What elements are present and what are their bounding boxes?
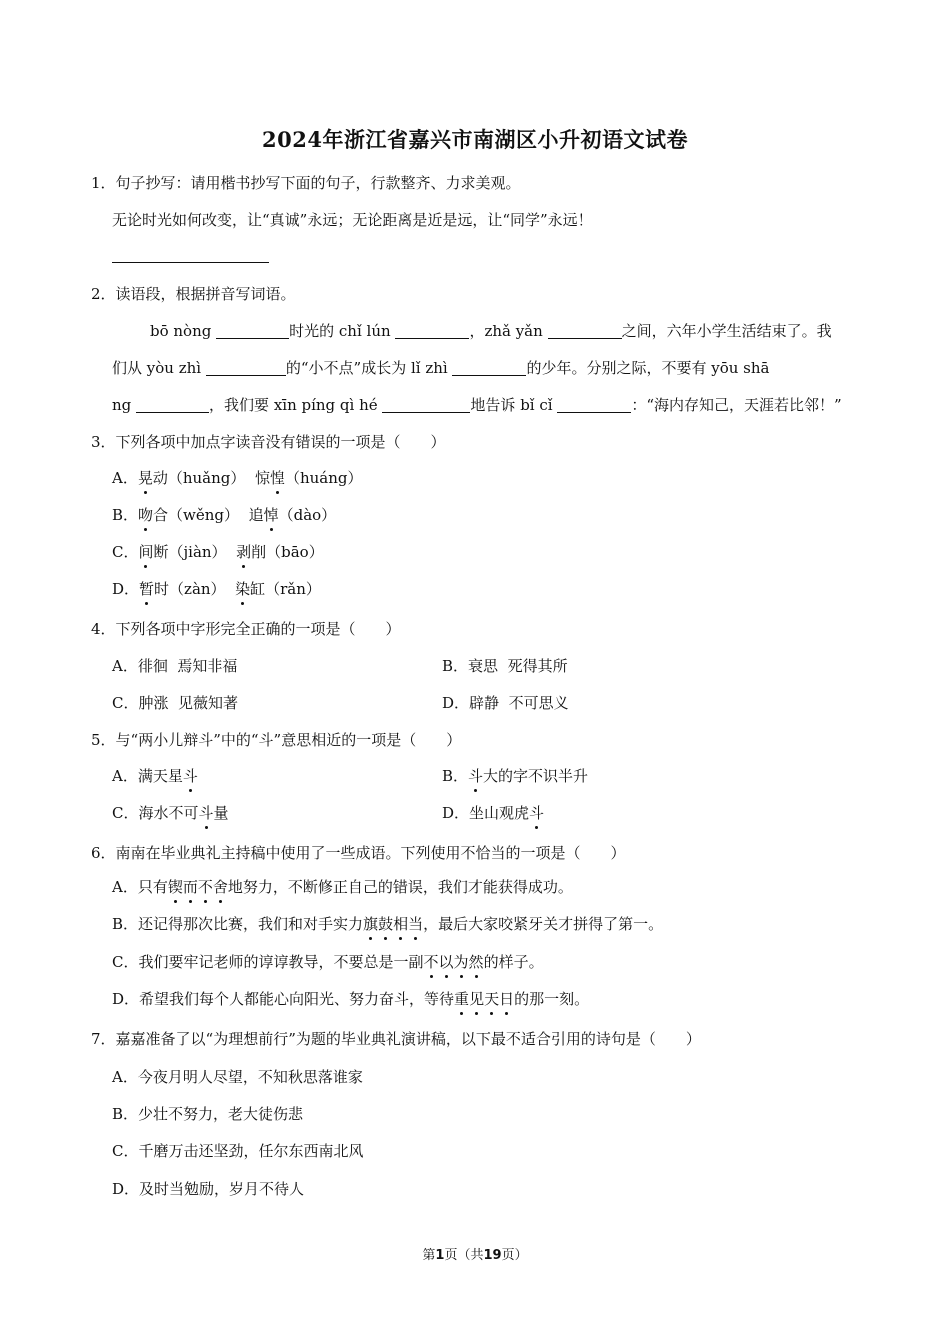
option-text: 动（huǎng） [152,469,246,487]
option-a[interactable] [112,1066,363,1088]
dotted-char: 日 [499,990,515,1008]
option-b[interactable] [442,655,568,677]
option-label: B． [442,657,469,675]
footer-text: 页） [501,1248,528,1263]
dotted-char: 晃 [137,469,153,487]
option-c[interactable] [112,541,324,563]
option-a[interactable] [112,876,573,898]
passage-segment: 时光的 chǐ lún [289,322,391,340]
dotted-char: 间 [138,543,154,561]
question-number: 3． [91,433,116,451]
dotted-char: 悼 [263,506,279,524]
option-label: A． [112,1068,138,1086]
option-b[interactable] [112,504,336,526]
passage-segment: 的“小不点”成长为 lǐ zhì [285,359,448,377]
dotted-char: 吻 [138,506,154,524]
question-1 [91,172,521,194]
fill-blank[interactable] [548,322,622,339]
option-label: C． [112,543,139,561]
option-label: D． [112,580,140,598]
passage-segment: 地告诉 bǐ cǐ [470,396,553,414]
dotted-char: 斗 [198,804,214,822]
option-a[interactable] [112,655,237,677]
option-text: 的样子。 [483,953,544,971]
option-text: 少壮不努力，老大徒伤悲 [138,1105,304,1123]
option-text: 满天星 [137,767,183,785]
option-text: 削（bāo） [251,543,324,561]
option-text: 的那一刻。 [514,990,590,1008]
dotted-char: 斗 [468,767,484,785]
option-label: A． [112,767,138,785]
dotted-char: 旗 [363,915,379,933]
fill-blank[interactable] [452,359,526,376]
option-text: （dào） [278,506,337,524]
option-label: C． [112,1142,139,1160]
option-text: 还记得那次比赛，我们和对手实力 [138,915,364,933]
option-label: B． [112,506,139,524]
passage-segment: bō nòng [150,322,212,340]
option-text: 合（wěng） [153,506,240,524]
dotted-char: 斗 [182,767,198,785]
passage-line-2 [112,357,770,379]
dotted-char: 锲 [167,878,183,896]
question-number: 2． [91,285,116,303]
question-number: 6． [91,844,116,862]
question-6 [91,842,626,864]
option-text: 今夜月明人尽望，不知秋思落谁家 [137,1068,363,1086]
option-b[interactable] [442,765,588,787]
option-b[interactable] [112,1103,303,1125]
option-text: 及时当勉励，岁月不待人 [139,1180,305,1198]
option-label: A． [112,878,138,896]
option-b[interactable] [112,913,663,935]
option-a[interactable] [112,467,363,489]
option-text: 惊 [254,469,270,487]
fill-blank[interactable] [395,322,469,339]
passage-segment: ，zhǎ yǎn [469,322,543,340]
dotted-char: 天 [484,990,500,1008]
option-d[interactable] [112,1178,304,1200]
option-text: 坐山观虎 [469,804,530,822]
option-text: 时（zàn） [154,580,226,598]
option-label: C． [112,694,139,712]
option-c[interactable] [112,951,544,973]
option-label: C． [112,953,139,971]
option-text: 衰思 死得其所 [468,657,568,675]
footer-text: 页（共 [444,1248,484,1263]
option-text: 只有 [137,878,168,896]
question-stem: 与“两小儿辩斗”中的“斗”意思相近的一项是（ ） [115,731,462,749]
question-stem: 读语段，根据拼音写词语。 [115,285,296,303]
dotted-char: 染 [235,580,251,598]
option-label: D． [112,1180,140,1198]
question-3 [91,431,446,453]
passage-segment: ng [112,396,132,414]
option-label: D． [442,694,470,712]
question-7 [91,1028,701,1050]
dotted-char: 惶 [269,469,285,487]
passage-line-3 [112,394,842,416]
fill-blank[interactable] [382,396,470,413]
dotted-char: 为 [453,953,469,971]
page-footer [0,1244,950,1263]
question-stem: 下列各项中加点字读音没有错误的一项是（ ） [115,433,446,451]
option-label: A． [112,657,138,675]
question-stem: 南南在毕业典礼主持稿中使用了一些成语。下列使用不恰当的一项是（ ） [115,844,626,862]
option-text: （huáng） [284,469,363,487]
option-text: 大的字不识半升 [483,767,589,785]
dotted-char: 见 [469,990,485,1008]
option-label: B． [112,1105,139,1123]
dotted-char: 相 [393,915,409,933]
question-4 [91,618,401,640]
dotted-char: 斗 [529,804,545,822]
option-text: 缸（rǎn） [250,580,321,598]
passage-segment: ：“海内存知己，天涯若比邻！” [631,396,842,414]
dotted-char: 舍 [212,878,228,896]
option-text: 量 [213,804,229,822]
option-label: A． [112,469,138,487]
option-text: 海水不可 [138,804,199,822]
option-text: 千磨万击还坚劲，任尔东西南北风 [138,1142,364,1160]
option-text: 我们要牢记老师的谆谆教导，不要总是一副 [138,953,424,971]
fill-blank[interactable] [136,396,209,413]
dotted-char: 重 [454,990,470,1008]
dotted-char: 而 [182,878,198,896]
dotted-char: 然 [468,953,484,971]
option-c[interactable] [112,1140,364,1162]
fill-blank[interactable] [216,322,289,339]
passage-line-1 [150,320,832,342]
page-title: 2024年浙江省嘉兴市南湖区小升初语文试卷 [262,127,688,152]
passage-segment: ，我们要 xīn píng qì hé [209,396,378,414]
passage-segment: 们从 yòu zhì [112,359,202,377]
option-text: ，最后大家咬紧牙关才拼得了第一。 [423,915,664,933]
option-d[interactable] [442,692,569,714]
option-label: B． [442,767,469,785]
option-text: 断（jiàn） [153,543,227,561]
page-total: 19 [483,1248,502,1263]
option-c[interactable] [112,692,238,714]
option-text: 肿涨 见薇知著 [138,694,239,712]
question-number: 7． [91,1030,116,1048]
answer-line[interactable] [112,262,269,263]
dotted-char: 不 [423,953,439,971]
footer-text: 第 [422,1248,436,1263]
option-text: 徘徊 焉知非福 [137,657,238,675]
option-c[interactable] [112,802,229,824]
copy-sentence: 无论时光如何改变，让“真诚”永远；无论距离是近是远，让“同学”永远！ [112,211,593,229]
passage-segment: 之间，六年小学生活结束了。我 [621,322,832,340]
option-text: 地努力，不断修正自己的错误，我们才能获得成功。 [227,878,573,896]
option-text: 辟静 不可思义 [469,694,569,712]
option-d[interactable] [112,988,589,1010]
question-5 [91,729,461,751]
question-number: 5． [91,731,116,749]
option-d[interactable] [112,578,321,600]
option-label: C． [112,804,139,822]
fill-blank[interactable] [557,396,631,413]
dotted-char: 鼓 [378,915,394,933]
option-text: 希望我们每个人都能心向阳光、努力奋斗，等待 [139,990,455,1008]
question-stem: 句子抄写：请用楷书抄写下面的句子，行款整齐、力求美观。 [115,174,521,192]
option-label: B． [112,915,139,933]
dotted-char: 当 [408,915,424,933]
passage-segment: 的少年。分别之际，不要有 yōu shā [526,359,770,377]
fill-blank[interactable] [206,359,286,376]
question-stem: 嘉嘉准备了以“为理想前行”为题的毕业典礼演讲稿，以下最不适合引用的诗句是（ ） [115,1030,701,1048]
dotted-char: 暂 [139,580,155,598]
option-text: 追 [248,506,264,524]
question-stem: 下列各项中字形完全正确的一项是（ ） [115,620,401,638]
question-2 [91,283,296,305]
dotted-char: 剥 [236,543,252,561]
question-number: 1． [91,174,116,192]
dotted-char: 不 [197,878,213,896]
option-label: D． [442,804,470,822]
question-number: 4． [91,620,116,638]
dotted-char: 以 [438,953,454,971]
option-label: D． [112,990,140,1008]
option-d[interactable] [442,802,544,824]
option-a[interactable] [112,765,198,787]
page-number: 1 [435,1248,445,1263]
